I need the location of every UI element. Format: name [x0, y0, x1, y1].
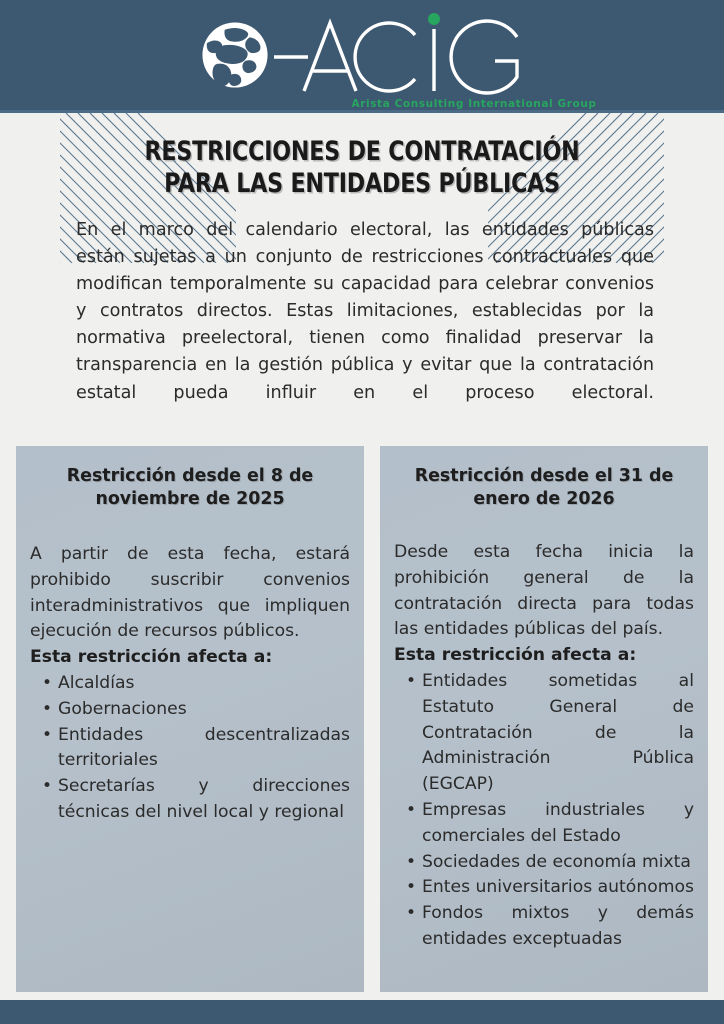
list-item: • Entes universitarios autónomos — [422, 875, 694, 901]
card-description: Desde esta fecha inicia la prohibición general de la contratación directa para todas las entidades públicas del país. — [394, 541, 694, 640]
page-title — [25, 136, 698, 201]
brand-logo — [198, 13, 597, 110]
footer-bar — [0, 1000, 724, 1024]
card-heading: Restricción desde el 31 de enero de 2026 — [414, 466, 674, 510]
globe-icon — [198, 18, 272, 92]
card-affects-label: Esta restricción afecta a: — [30, 647, 273, 668]
content-panel — [0, 113, 724, 1000]
card-affects-label: Esta restricción afecta a: — [394, 645, 637, 666]
intro-section — [76, 217, 654, 407]
card-body — [380, 518, 708, 953]
card-bullet-list — [30, 671, 350, 826]
card-body — [16, 518, 364, 826]
acig-letters-icon — [274, 13, 527, 97]
list-item: • Entidades sometidas al Estatuto General de Contratación de la Administración Pública (EGCAP) — [422, 669, 694, 798]
acig-wordmark — [274, 13, 597, 110]
list-item: • Gobernaciones — [58, 697, 350, 723]
list-item: • Fondos mixtos y demás entidades exceptuadas — [422, 901, 694, 953]
card-heading: Restricción desde el 8 de noviembre de 2025 — [66, 466, 314, 510]
page-title-line-1: RESTRICCIONES DE CONTRATACIÓN — [144, 136, 580, 167]
list-item: • Empresas industriales y comerciales del Estado — [422, 798, 694, 850]
restriction-card-november-2025 — [16, 446, 364, 992]
list-item: • Secretarías y direcciones técnicas del nivel local y regional — [58, 774, 350, 826]
list-item: • Entidades descentralizadas territoriales — [58, 723, 350, 775]
page-title-line-2: PARA LAS ENTIDADES PÚBLICAS — [164, 168, 560, 200]
restriction-cards-row — [16, 446, 708, 992]
brand-tagline: Arista Consulting International Group — [351, 97, 597, 110]
intro-paragraph: En el marco del calendario electoral, las entidades públicas están sujetas a un conjunto de restricciones contractuales que modifican temporalmente su capacidad para celebrar convenios y contratos directos. Estas limitaciones, establecidas por la normativa preelectoral, tienen como finalidad preservar la transparencia en la gestión pública y evitar que la contratación estatal pueda influir en el proceso electoral. — [76, 220, 654, 403]
green-dot-icon — [428, 13, 440, 25]
list-item: • Alcaldías — [58, 671, 350, 697]
card-description: A partir de esta fecha, estará prohibido suscribir convenios interadministrativos que impliquen ejecución de recursos públicos. — [30, 543, 350, 642]
list-item: • Sociedades de economía mixta — [422, 850, 694, 876]
brand-header-band — [0, 0, 724, 113]
card-bullet-list — [394, 669, 694, 953]
restriction-card-enero-2026 — [380, 446, 708, 992]
